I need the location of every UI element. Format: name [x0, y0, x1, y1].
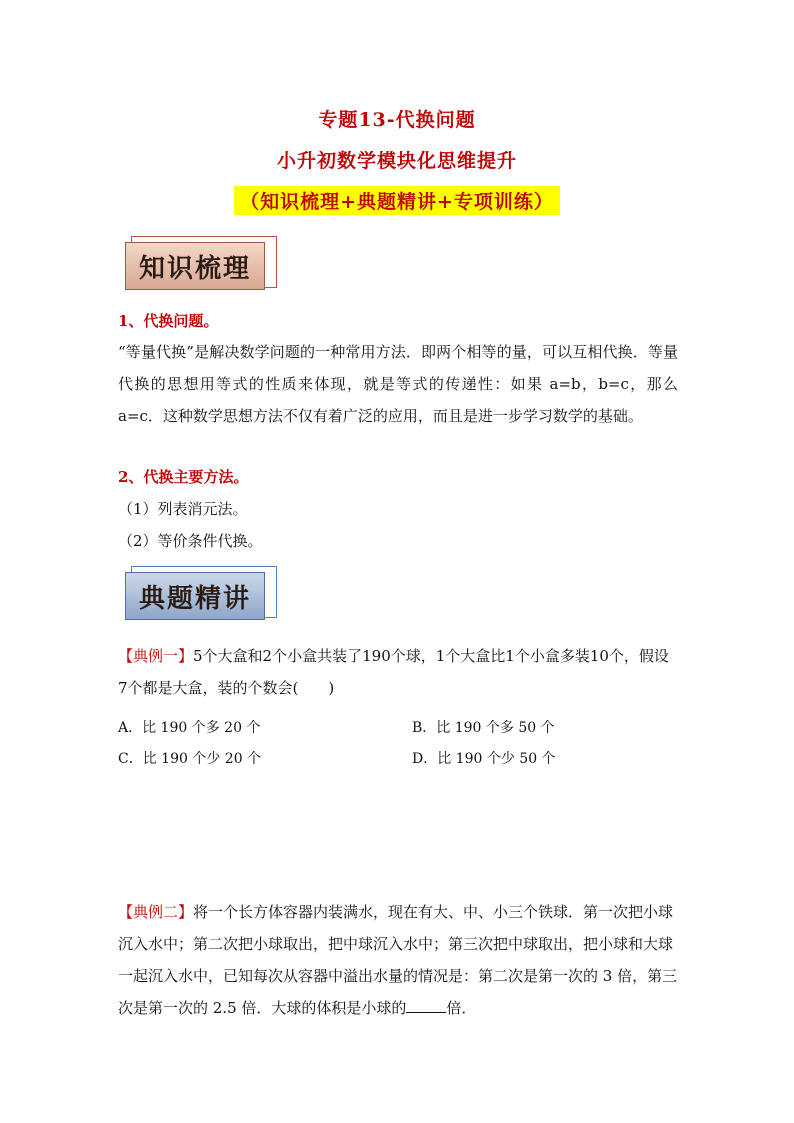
example1-question [118, 640, 678, 704]
example2-text: 将一个长方体容器内装满水，现在有大、中、小三个铁球．第一次把小球沉入水中；第二次把小球取出，把中球沉入水中；第三次把中球取出，把小球和大球一起沉入水中，已知每次从容器中溢出水量的情况是：第二次是第一次的 3 倍，第三次是第一次的 2.5 倍．大球的体积是小球的 [118, 903, 678, 1017]
knowledge-banner-label: 知识梳理 [138, 253, 251, 284]
example2-suffix: 倍． [446, 999, 477, 1017]
example1-text: 5个大盒和2个小盒共装了190个球，1个大盒比1个小盒多装10个，假设7个都是大盒，装的个数会( ) [118, 647, 669, 697]
section-heading-1: 1、代换问题。 [118, 312, 219, 330]
method-item-2: （2）等价条件代换。 [118, 532, 263, 550]
example2-question [118, 896, 678, 1024]
page-title: 专题13-代换问题 [318, 109, 476, 131]
tagline-wrap [0, 186, 794, 215]
banner-face [125, 572, 265, 620]
example1-option-b: B．比 190 个多 50 个 [412, 720, 555, 736]
page-tagline: （知识梳理+典题精讲+专项训练） [234, 186, 560, 215]
example2-tag: 【典例二】 [118, 903, 194, 921]
answer-blank[interactable] [406, 998, 446, 1013]
example1-option-a: A．比 190 个多 20 个 [118, 720, 261, 736]
knowledge-banner [125, 236, 275, 292]
examples-banner-label: 典题精讲 [138, 583, 251, 614]
method-item-1: （1）列表消元法。 [118, 500, 248, 518]
example1-tag: 【典例一】 [118, 647, 194, 665]
example1-option-d: D．比 190 个少 50 个 [412, 751, 556, 767]
knowledge-paragraph: “等量代换”是解决数学问题的一种常用方法．即两个相等的量，可以互相代换．等量代换的思想用等式的性质来体现，就是等式的传递性：如果 a=b，b=c，那么 a=c．这种数学思想方法不仅有着广泛的应用，而且是进一步学习数学的基础。 [118, 343, 678, 425]
example1-option-c: C．比 190 个少 20 个 [118, 751, 262, 767]
section-heading-2: 2、代换主要方法。 [118, 468, 249, 486]
banner-face [125, 242, 265, 290]
page-subtitle: 小升初数学模块化思维提升 [276, 150, 517, 172]
examples-banner [125, 566, 275, 622]
